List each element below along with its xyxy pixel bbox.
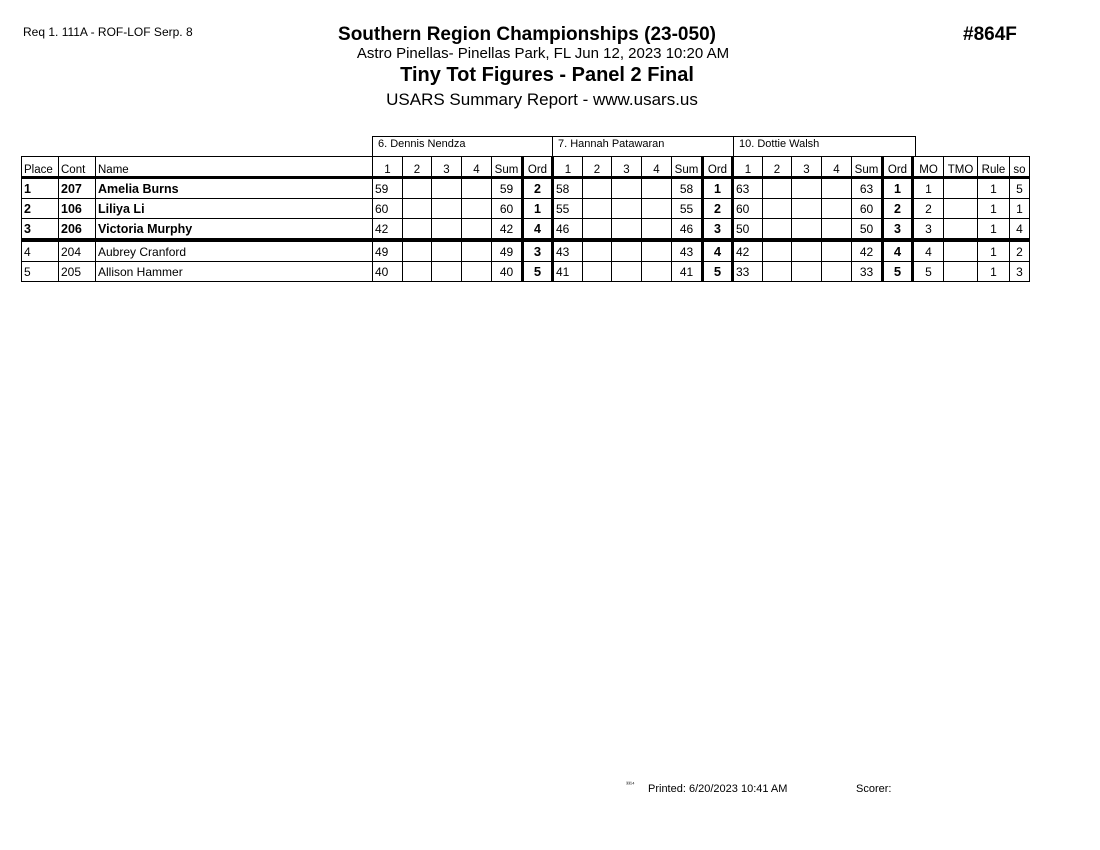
score-cell	[763, 199, 792, 219]
competition-title: Southern Region Championships (23-050)	[338, 24, 716, 45]
score-cell	[583, 240, 612, 262]
score-cell	[763, 219, 792, 241]
table-row	[22, 240, 1030, 262]
sum-cell: 55	[672, 199, 703, 219]
request-label: Req 1. 111A - ROF-LOF Serp. 8	[23, 25, 193, 39]
ord-cell: 2	[523, 178, 553, 199]
ord-cell: 1	[883, 178, 913, 199]
score-cell	[462, 178, 492, 199]
col-j1-1: 1	[373, 157, 403, 178]
place-cell: 5	[22, 262, 59, 282]
rule-cell: 1	[978, 240, 1010, 262]
table-row	[22, 178, 1030, 199]
mo-cell: 4	[913, 240, 944, 262]
ord-cell: 5	[703, 262, 733, 282]
ord-cell: 2	[703, 199, 733, 219]
rule-cell: 1	[978, 262, 1010, 282]
col-j3-2: 2	[763, 157, 792, 178]
col-j1-ord: Ord	[523, 157, 553, 178]
score-cell	[432, 178, 462, 199]
score-cell: 41	[553, 262, 583, 282]
col-j3-4: 4	[822, 157, 852, 178]
score-cell	[462, 199, 492, 219]
col-j3-1: 1	[733, 157, 763, 178]
name-cell: Allison Hammer	[96, 262, 373, 282]
sum-cell: 46	[672, 219, 703, 241]
rule-cell: 1	[978, 219, 1010, 241]
ord-cell: 1	[703, 178, 733, 199]
score-cell	[612, 199, 642, 219]
score-cell	[822, 240, 852, 262]
judge-header: 6. Dennis Nendza	[372, 136, 553, 156]
score-cell	[403, 219, 432, 241]
score-cell: 33	[733, 262, 763, 282]
ord-cell: 5	[883, 262, 913, 282]
score-cell: 40	[373, 262, 403, 282]
place-cell: 2	[22, 199, 59, 219]
sum-cell: 60	[492, 199, 523, 219]
score-cell	[612, 178, 642, 199]
sum-cell: 49	[492, 240, 523, 262]
score-cell	[403, 199, 432, 219]
printed-timestamp: Printed: 6/20/2023 10:41 AM	[648, 783, 788, 795]
score-cell	[763, 262, 792, 282]
sum-cell: 42	[852, 240, 883, 262]
col-j1-sum: Sum	[492, 157, 523, 178]
tmo-cell	[944, 262, 978, 282]
name-cell: Liliya Li	[96, 199, 373, 219]
sum-cell: 43	[672, 240, 703, 262]
judge-header: 10. Dottie Walsh	[734, 136, 916, 156]
col-j3-3: 3	[792, 157, 822, 178]
score-cell	[432, 240, 462, 262]
event-title: Tiny Tot Figures - Panel 2 Final	[400, 64, 694, 86]
score-cell: 60	[373, 199, 403, 219]
score-cell	[583, 262, 612, 282]
col-j2-sum: Sum	[672, 157, 703, 178]
score-cell	[792, 219, 822, 241]
score-cell	[822, 199, 852, 219]
so-cell: 1	[1010, 199, 1030, 219]
score-cell: 46	[553, 219, 583, 241]
score-cell	[822, 178, 852, 199]
score-cell: 42	[373, 219, 403, 241]
so-cell: 3	[1010, 262, 1030, 282]
col-rule: Rule	[978, 157, 1010, 178]
col-j2-ord: Ord	[703, 157, 733, 178]
score-cell: 60	[733, 199, 763, 219]
score-cell	[583, 178, 612, 199]
tmo-cell	[944, 199, 978, 219]
score-cell	[792, 199, 822, 219]
cont-cell: 207	[59, 178, 96, 199]
score-cell: 43	[553, 240, 583, 262]
score-cell	[642, 262, 672, 282]
col-cont: Cont	[59, 157, 96, 178]
score-cell	[403, 240, 432, 262]
report-title: USARS Summary Report - www.usars.us	[386, 90, 698, 109]
cont-cell: 205	[59, 262, 96, 282]
rule-cell: 1	[978, 178, 1010, 199]
name-cell: Aubrey Cranford	[96, 240, 373, 262]
col-so: so	[1010, 157, 1030, 178]
score-cell	[822, 262, 852, 282]
cont-cell: 106	[59, 199, 96, 219]
place-cell: 1	[22, 178, 59, 199]
rule-cell: 1	[978, 199, 1010, 219]
venue-date: Astro Pinellas- Pinellas Park, FL Jun 12, 2023 10:20 AM	[356, 45, 730, 62]
score-cell: 63	[733, 178, 763, 199]
cont-cell: 206	[59, 219, 96, 241]
mo-cell: 1	[913, 178, 944, 199]
score-cell	[612, 219, 642, 241]
sum-cell: 33	[852, 262, 883, 282]
tmo-cell	[944, 219, 978, 241]
ord-cell: 3	[703, 219, 733, 241]
sum-cell: 60	[852, 199, 883, 219]
ord-cell: 3	[523, 240, 553, 262]
col-j3-sum: Sum	[852, 157, 883, 178]
sum-cell: 59	[492, 178, 523, 199]
mo-cell: 3	[913, 219, 944, 241]
score-cell	[432, 199, 462, 219]
col-j1-4: 4	[462, 157, 492, 178]
score-cell	[583, 199, 612, 219]
score-cell	[642, 199, 672, 219]
ord-cell: 4	[703, 240, 733, 262]
ord-cell: 4	[523, 219, 553, 241]
score-cell	[642, 178, 672, 199]
table-header-row	[22, 157, 1030, 178]
col-j3-ord: Ord	[883, 157, 913, 178]
sum-cell: 58	[672, 178, 703, 199]
col-tmo: TMO	[944, 157, 978, 178]
score-cell	[612, 262, 642, 282]
score-cell	[792, 240, 822, 262]
col-j1-3: 3	[432, 157, 462, 178]
score-cell	[792, 262, 822, 282]
score-cell	[642, 219, 672, 241]
score-cell: 55	[553, 199, 583, 219]
col-j2-3: 3	[612, 157, 642, 178]
score-cell	[432, 262, 462, 282]
name-cell: Amelia Burns	[96, 178, 373, 199]
score-cell	[583, 219, 612, 241]
score-cell	[432, 219, 462, 241]
score-cell	[792, 178, 822, 199]
score-cell	[612, 240, 642, 262]
sum-cell: 41	[672, 262, 703, 282]
score-cell	[403, 262, 432, 282]
col-j1-2: 2	[403, 157, 432, 178]
col-j2-1: 1	[553, 157, 583, 178]
col-place: Place	[22, 157, 59, 178]
score-cell	[462, 219, 492, 241]
table-row	[22, 219, 1030, 241]
score-cell	[403, 178, 432, 199]
scorer-label: Scorer:	[856, 783, 892, 795]
score-cell	[462, 262, 492, 282]
results-table	[21, 156, 1030, 282]
score-cell	[462, 240, 492, 262]
name-cell: Victoria Murphy	[96, 219, 373, 241]
ord-cell: 4	[883, 240, 913, 262]
score-cell: 42	[733, 240, 763, 262]
sum-cell: 50	[852, 219, 883, 241]
score-cell	[822, 219, 852, 241]
sum-cell: 42	[492, 219, 523, 241]
tmo-cell	[944, 178, 978, 199]
score-cell: 50	[733, 219, 763, 241]
sum-cell: 40	[492, 262, 523, 282]
table-row	[22, 262, 1030, 282]
so-cell: 5	[1010, 178, 1030, 199]
score-cell	[763, 178, 792, 199]
col-j2-2: 2	[583, 157, 612, 178]
mo-cell: 5	[913, 262, 944, 282]
ord-cell: 3	[883, 219, 913, 241]
so-cell: 4	[1010, 219, 1030, 241]
score-cell	[763, 240, 792, 262]
judge-header: 7. Hannah Patawaran	[553, 136, 734, 156]
ord-cell: 5	[523, 262, 553, 282]
table-row	[22, 199, 1030, 219]
mo-cell: 2	[913, 199, 944, 219]
score-cell	[642, 240, 672, 262]
cont-cell: 204	[59, 240, 96, 262]
ord-cell: 1	[523, 199, 553, 219]
col-name: Name	[96, 157, 373, 178]
col-mo: MO	[913, 157, 944, 178]
place-cell: 4	[22, 240, 59, 262]
event-code: #864F	[963, 24, 1017, 45]
col-j2-4: 4	[642, 157, 672, 178]
place-cell: 3	[22, 219, 59, 241]
footer-code: ³³¹⁴	[626, 782, 635, 788]
score-cell: 59	[373, 178, 403, 199]
so-cell: 2	[1010, 240, 1030, 262]
ord-cell: 2	[883, 199, 913, 219]
tmo-cell	[944, 240, 978, 262]
score-cell: 49	[373, 240, 403, 262]
sum-cell: 63	[852, 178, 883, 199]
score-cell: 58	[553, 178, 583, 199]
